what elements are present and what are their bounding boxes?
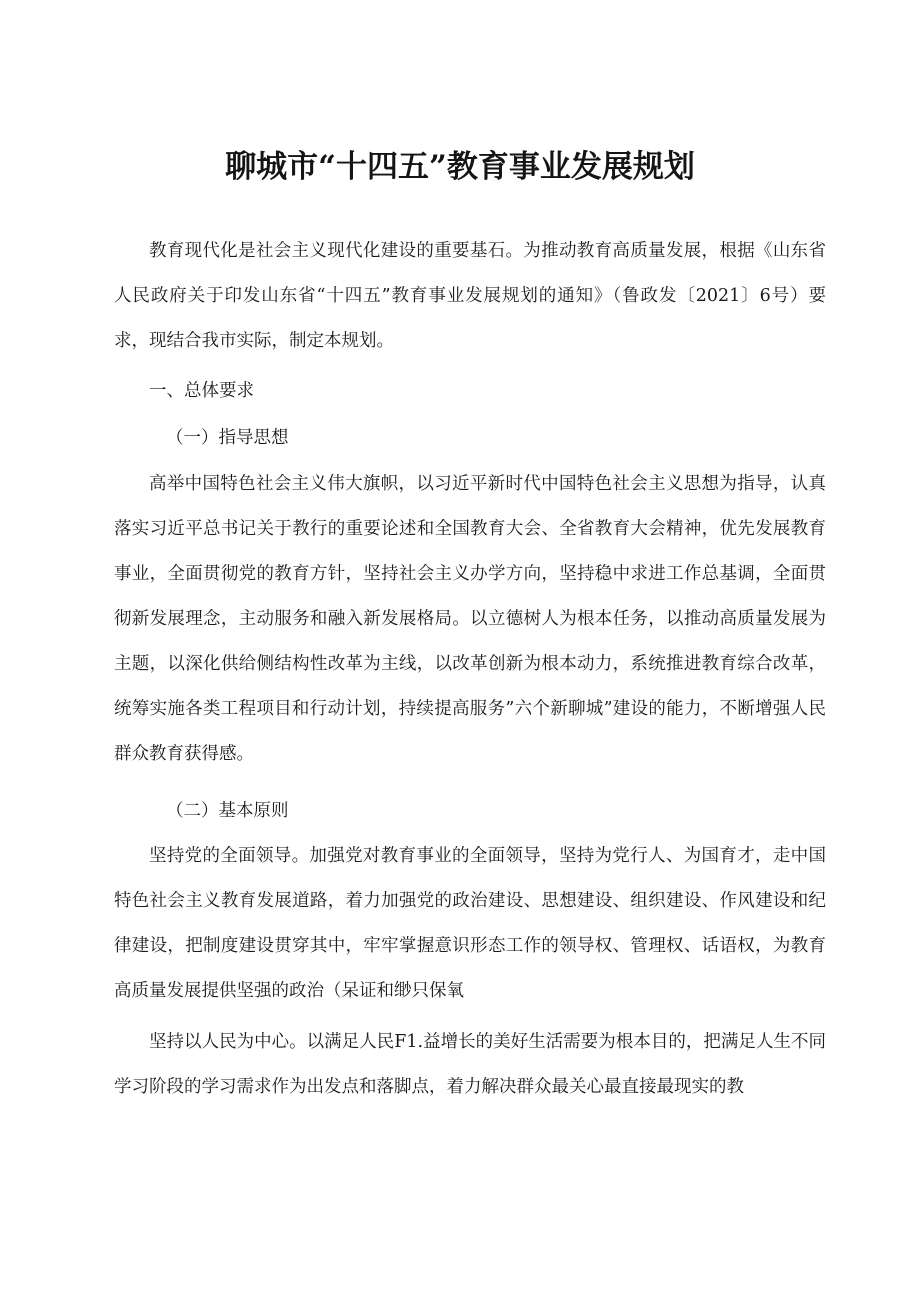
principle-people-centered-paragraph: 坚持以人民为中心。以满足人民F1.益增长的美好生活需要为根本目的，把满足人生不同学习阶段的学习需求作为出发点和落脚点，着力解决群众最关心最直接最现实的教 bbox=[114, 1032, 826, 1097]
intro-paragraph: 教育现代化是社会主义现代化建设的重要基石。为推动教育高质量发展，根据《山东省人民政府关于印发山东省“十四五”教育事业发展规划的通知》（鲁政发〔2021〕6号）要求，现结合我市实际，制定本规划。 bbox=[114, 241, 826, 351]
subsection-heading-guiding-ideology: （一）指导思想 bbox=[166, 428, 289, 448]
document-title: 聊城市“十四五”教育事业发展规划 bbox=[225, 148, 695, 185]
subsection-heading-basic-principles: （二）基本原则 bbox=[166, 801, 289, 821]
principle-party-leadership-paragraph: 坚持党的全面领导。加强党对教育事业的全面领导，坚持为党行人、为国育才，走中国特色社会主义教育发展道路，着力加强党的政治建设、思想建设、组织建设、作风建设和纪律建设，把制度建设贯穿其中，牢牢掌握意识形态工作的领导权、管理权、话语权，为教育高质量发展提供坚强的政治（呆证和缈只保氧 bbox=[114, 846, 826, 1001]
guiding-ideology-paragraph: 高举中国特色社会主义伟大旗帜，以习近平新时代中国特色社会主义思想为指导，认真落实习近平总书记关于教行的重要论述和全国教育大会、全省教育大会精神，优先发展教育事业，全面贯彻党的教育方针，坚持社会主义办学方向，坚持稳中求进工作总基调，全面贯彻新发展理念，主动服务和融入新发展格局。以立德树人为根本任务，以推动高质量发展为主题，以深化供给侧结构性改革为主线，以改革创新为根本动力，系统推进教育综合改革，统筹实施各类工程项目和行动计划，持续提高服务”六个新聊城”建设的能力，不断增强人民群众教育获得感。 bbox=[114, 474, 826, 764]
section-heading-general-requirements: 一、总体要求 bbox=[149, 381, 254, 401]
